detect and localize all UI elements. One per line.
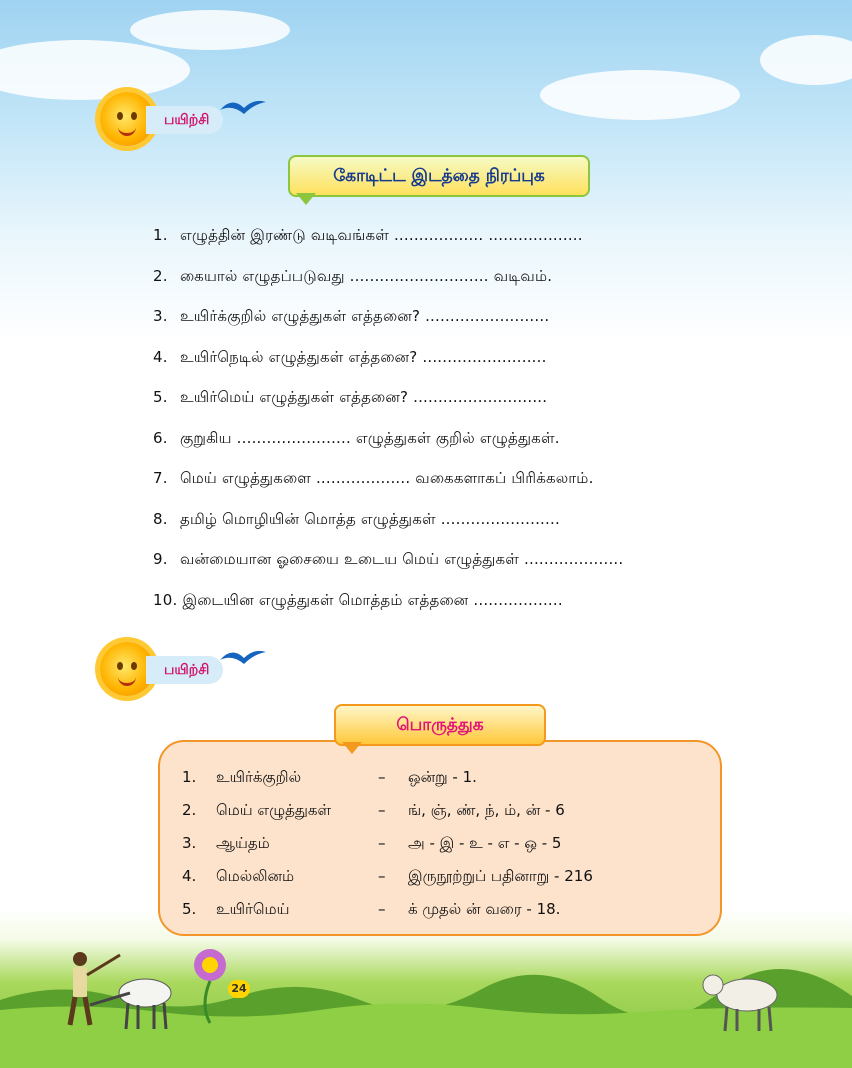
question-number: 4. [153,347,168,366]
question-item [153,307,623,348]
match-number: 5. [182,900,197,918]
question-text: குறுகிய ....................... எழுத்துகள் குறில் எழுத்துகள். [179,428,560,447]
cloud [130,10,290,50]
question-text: எழுத்தின் இரண்டு வடிவங்கள் .................. ................... [179,226,583,244]
question-text: உயிர்க்குறில் எழுத்துகள் எத்தனை? ......................... [179,307,550,325]
banner-tail [296,193,316,205]
match-right: க் முதல் ன் வரை - 18. [408,900,561,918]
question-item [153,226,623,267]
question-item [153,510,623,551]
match-left: மெய் எழுத்துகள் [216,801,332,819]
bird-icon [218,642,268,670]
calf-illustration [695,965,795,1035]
banner-tail [342,742,362,754]
cloud [760,35,852,85]
match-dash: – [378,801,386,819]
match-dash: – [378,900,386,918]
section-header-1 [100,92,280,142]
match-box [158,740,722,936]
cloud [540,70,740,120]
question-text: மெய் எழுத்துகளை ................... வகைகளாகப் பிரிக்கலாம். [179,469,594,487]
question-item [153,591,623,632]
match-number: 4. [182,867,197,885]
match-right: ஒன்று - 1. [408,768,477,786]
match-right: இருநூற்றுப் பதினாறு - 216 [408,867,593,885]
question-item [153,550,623,591]
match-dash: – [378,834,386,852]
question-text: வன்மையான ஓசையை உடைய மெய் எழுத்துகள் .................... [179,550,624,568]
section-label: பயிற்சி [146,656,223,684]
match-left: ஆய்தம் [216,834,270,852]
cloud [0,40,190,100]
match-right: அ - இ - உ - எ - ஒ - 5 [408,834,562,852]
question-number: 3. [153,307,168,325]
section-label: பயிற்சி [146,106,223,134]
question-text: கையால் எழுதப்படுவது ............................ வடிவம். [179,266,553,285]
question-list [153,226,623,631]
question-number: 7. [153,469,168,487]
flower-illustration [180,935,240,1025]
question-number: 2. [153,266,168,285]
question-number: 5. [153,388,168,406]
question-number: 6. [153,428,168,447]
farmer-ploughing-illustration [40,945,180,1035]
match-number: 3. [182,834,197,852]
question-item [153,429,623,470]
match-left: உயிர்மெய் [216,900,290,918]
question-item [153,469,623,510]
match-left: மெல்லினம் [216,867,295,885]
match-dash: – [378,867,386,885]
match-dash: – [378,768,386,786]
question-number: 1. [153,226,168,244]
match-number: 1. [182,768,197,786]
match-number: 2. [182,801,197,819]
match-title: பொருத்துக [334,704,546,746]
fill-blanks-title: கோடிட்ட இடத்தை நிரப்புக [288,155,590,197]
page-number: 24 [228,980,250,998]
question-item [153,388,623,429]
bird-icon [218,92,268,120]
question-text: தமிழ் மொழியின் மொத்த எழுத்துகள் ........................ [179,509,560,528]
match-right: ங், ஞ், ண், ந், ம், ன் - 6 [408,801,565,819]
question-number: 10. [153,590,178,609]
section-header-2 [100,642,280,692]
match-left: உயிர்க்குறில் [216,768,302,786]
question-item [153,348,623,389]
question-text: உயிர்மெய் எழுத்துகள் எத்தனை? ........................... [179,388,548,406]
question-text: உயிர்நெடில் எழுத்துகள் எத்தனை? ......................... [179,347,547,366]
question-number: 9. [153,550,168,568]
question-text: இடையின எழுத்துகள் மொத்தம் எத்தனை .................. [182,590,563,609]
question-number: 8. [153,509,168,528]
question-item [153,267,623,308]
